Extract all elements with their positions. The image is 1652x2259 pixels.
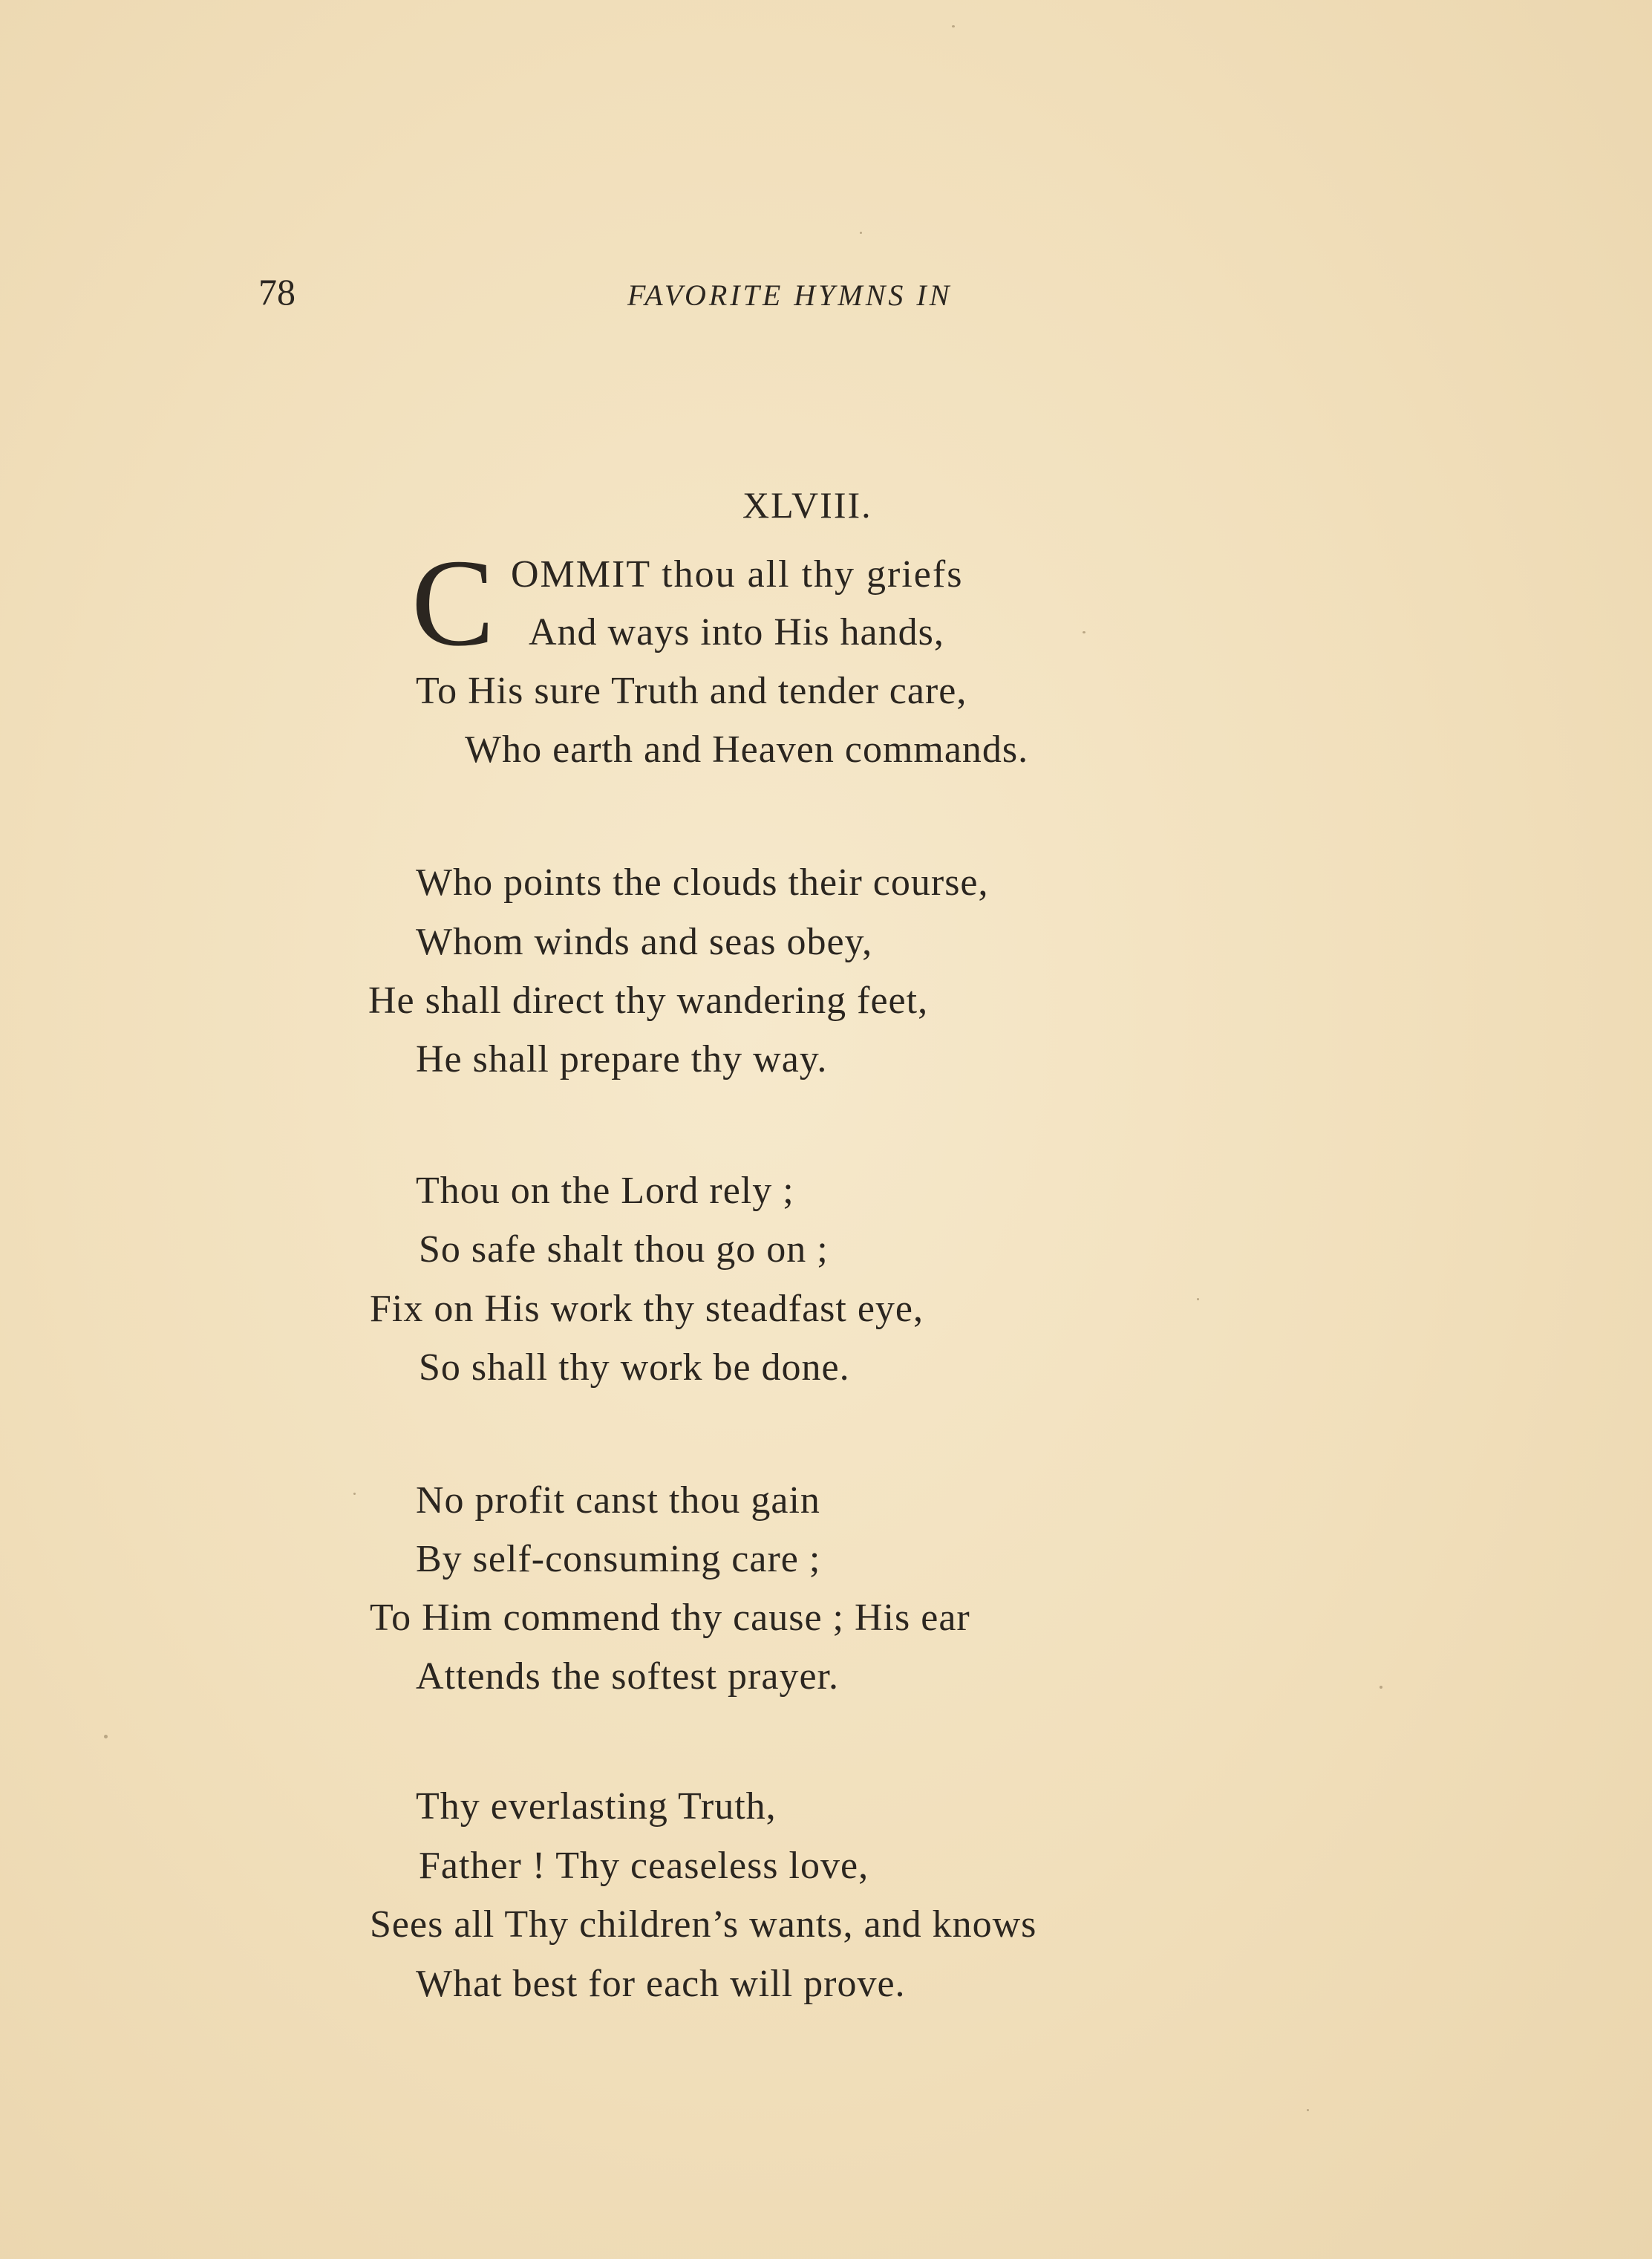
verse-line: Attends the softest prayer. — [416, 1655, 839, 1698]
verse-line: So shall thy work be done. — [419, 1346, 850, 1389]
verse-line: He shall prepare thy way. — [416, 1038, 828, 1080]
verse-line: He shall direct thy wandering feet, — [368, 979, 929, 1022]
paper-speck — [1380, 1686, 1382, 1689]
paper-speck — [952, 25, 955, 27]
hymn-number: XLVIII. — [742, 484, 872, 526]
paper-speck — [104, 1735, 108, 1738]
paper-speck — [860, 232, 862, 234]
verse-line: OMMIT thou all thy griefs — [511, 553, 964, 596]
running-head: FAVORITE HYMNS IN — [627, 278, 953, 312]
verse-line: Thy everlasting Truth, — [416, 1785, 777, 1828]
verse-line: What best for each will prove. — [416, 1963, 906, 2005]
verse-line: Whom winds and seas obey, — [416, 921, 873, 963]
verse-line: To Him commend thy cause ; His ear — [370, 1597, 970, 1639]
paper-speck — [1197, 1298, 1199, 1300]
verse-line: So safe shalt thou go on ; — [419, 1228, 829, 1271]
paper-speck — [1083, 631, 1085, 633]
drop-cap: C — [411, 534, 495, 672]
verse-line: Fix on His work thy steadfast eye, — [370, 1288, 924, 1330]
paper-speck — [1307, 2109, 1309, 2111]
verse-line: And ways into His hands, — [529, 611, 944, 653]
verse-line: No profit canst thou gain — [416, 1479, 820, 1522]
verse-line: Sees all Thy children’s wants, and knows — [370, 1903, 1037, 1946]
verse-line: By self-consuming care ; — [416, 1538, 821, 1580]
verse-line: Thou on the Lord rely ; — [416, 1170, 794, 1212]
verse-line: Who points the clouds their course, — [416, 861, 989, 904]
verse-line: Father ! Thy ceaseless love, — [419, 1845, 869, 1887]
paper-speck — [353, 1493, 356, 1495]
verse-line: To His sure Truth and tender care, — [416, 670, 967, 712]
page-number: 78 — [258, 271, 296, 313]
verse-line: Who earth and Heaven commands. — [465, 728, 1029, 771]
